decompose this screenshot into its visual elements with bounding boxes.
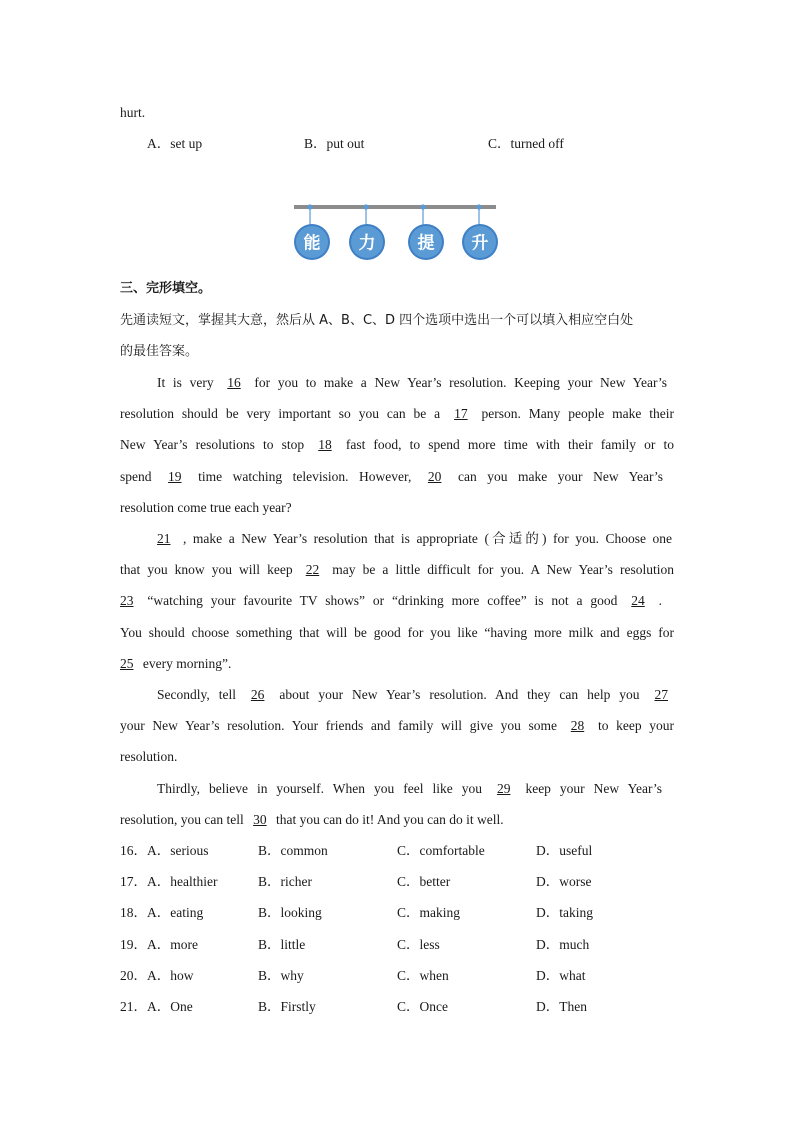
option-d: D．what — [536, 968, 586, 983]
blank-28: 28 — [570, 718, 585, 733]
option-b: B．common — [258, 843, 328, 858]
passage-text: . — [658, 593, 663, 608]
option-c: C．making — [397, 905, 460, 920]
passage-line-12 — [120, 717, 674, 735]
blank-17: 17 — [454, 406, 468, 421]
passage-text: spend — [120, 469, 152, 484]
passage-line-11 — [157, 686, 674, 704]
blank-27: 27 — [654, 687, 668, 702]
passage-text: time watching television. However, — [198, 469, 412, 484]
passage-text: resolution should be very important so you can be a — [120, 406, 441, 421]
banner-char-2: 力 — [358, 233, 376, 254]
passage-text: resolution. — [120, 749, 178, 764]
passage-line-14 — [157, 780, 662, 798]
option-c: C．turned off — [488, 136, 564, 151]
blank-26: 26 — [250, 687, 265, 702]
passage-line-10 — [120, 655, 231, 673]
banner-char-3: 提 — [417, 233, 435, 254]
option-c: C．better — [397, 874, 451, 889]
option-a: A．eating — [147, 905, 204, 920]
passage-text: for you to make a New Year’s resolution. Keeping your New Year’s — [254, 375, 668, 390]
option-a: A．healthier — [147, 874, 218, 889]
passage-line-15 — [120, 811, 504, 829]
banner-char-1: 能 — [303, 233, 321, 254]
option-b: B．richer — [258, 874, 312, 889]
blank-24: 24 — [631, 593, 645, 608]
question-number: 16． — [120, 843, 147, 858]
blank-19: 19 — [168, 469, 182, 484]
question-number: 21． — [120, 999, 147, 1014]
passage-text: Secondly, tell — [157, 687, 236, 702]
passage-text: “watching your favourite TV shows” or “drinking more coffee” is not a good — [147, 593, 618, 608]
passage-text: resolution come true each year? — [120, 500, 292, 515]
option-c: C．Once — [397, 999, 448, 1014]
passage-line-7 — [120, 561, 674, 579]
blank-30: 30 — [253, 812, 267, 827]
option-d: D．useful — [536, 843, 593, 858]
blank-22: 22 — [305, 562, 320, 577]
blank-20: 20 — [427, 469, 442, 484]
passage-text: resolution, you can tell — [120, 812, 244, 827]
option-b: B．put out — [304, 136, 365, 151]
passage-line-8 — [120, 592, 662, 610]
option-b: B．little — [258, 937, 306, 952]
question-number: 18． — [120, 905, 147, 920]
ability-banner — [292, 200, 498, 262]
banner-bar — [294, 205, 496, 209]
passage-line-9 — [120, 624, 674, 642]
passage-text: fast food, to spend more time with their family or to — [345, 437, 675, 452]
passage-text: that you can do it! And you can do it well. — [275, 812, 504, 827]
passage-text: You should choose something that will be good for you like “having more milk and eggs for — [120, 625, 674, 640]
passage-text: may be a little difficult for you. A New Year’s resolution — [332, 562, 674, 577]
option-a: A．more — [147, 937, 198, 952]
question-number: 19． — [120, 937, 147, 952]
passage-text: Thirdly, believe in yourself. When you feel like you — [157, 781, 482, 796]
passage-text: to keep your — [597, 718, 675, 733]
option-d: D．much — [536, 937, 590, 952]
passage-line-6 — [157, 530, 672, 548]
passage-text: person. Many people make their — [481, 406, 674, 421]
option-d: D．taking — [536, 905, 593, 920]
passage-text: New Year’s resolutions to stop — [120, 437, 305, 452]
banner-char-4: 升 — [471, 233, 489, 254]
option-a: A．serious — [147, 843, 209, 858]
passage-text: can you make your New Year’s — [457, 469, 664, 484]
passage-text: It is very — [157, 375, 214, 390]
blank-25: 25 — [120, 656, 134, 671]
option-a: A．One — [147, 999, 193, 1014]
blank-29: 29 — [496, 781, 511, 796]
option-b: B．why — [258, 968, 304, 983]
passage-line-13 — [120, 748, 177, 766]
passage-text: keep your New Year’s — [525, 781, 663, 796]
blank-16: 16 — [227, 375, 241, 390]
option-a: A．set up — [147, 136, 203, 151]
option-c: C．comfortable — [397, 843, 485, 858]
option-c: C．less — [397, 937, 440, 952]
passage-line-4 — [120, 468, 663, 486]
option-b: B．looking — [258, 905, 322, 920]
passage-text: that you know you will keep — [120, 562, 293, 577]
passage-line-1 — [157, 374, 667, 392]
previous-question-tail: hurt. — [120, 105, 146, 120]
instruction-line-1: 先通读短文，掌握其大意，然后从 A、B、C、D 四个选项中选出一个可以填入相应空白处 — [120, 313, 634, 328]
blank-21: 21 — [157, 531, 171, 546]
section-heading: 三、完形填空。 — [120, 281, 212, 296]
passage-line-2 — [120, 405, 674, 423]
option-c: C．when — [397, 968, 449, 983]
passage-text: , make a New Year’s resolution that is appropriate (合适的) for you. Choose one — [183, 531, 672, 546]
passage-text: every morning”. — [142, 656, 232, 671]
blank-23: 23 — [120, 593, 134, 608]
option-d: D．Then — [536, 999, 587, 1014]
option-b: B．Firstly — [258, 999, 316, 1014]
option-a: A．how — [147, 968, 194, 983]
blank-18: 18 — [318, 437, 332, 452]
passage-line-5 — [120, 499, 292, 517]
passage-line-3 — [120, 436, 674, 454]
question-number: 20． — [120, 968, 147, 983]
passage-text: about your New Year’s resolution. And they can help you — [279, 687, 640, 702]
question-number: 17． — [120, 874, 147, 889]
instruction-line-2: 的最佳答案。 — [120, 344, 199, 359]
option-d: D．worse — [536, 874, 592, 889]
passage-text: your New Year’s resolution. Your friends and family will give you some — [120, 718, 558, 733]
